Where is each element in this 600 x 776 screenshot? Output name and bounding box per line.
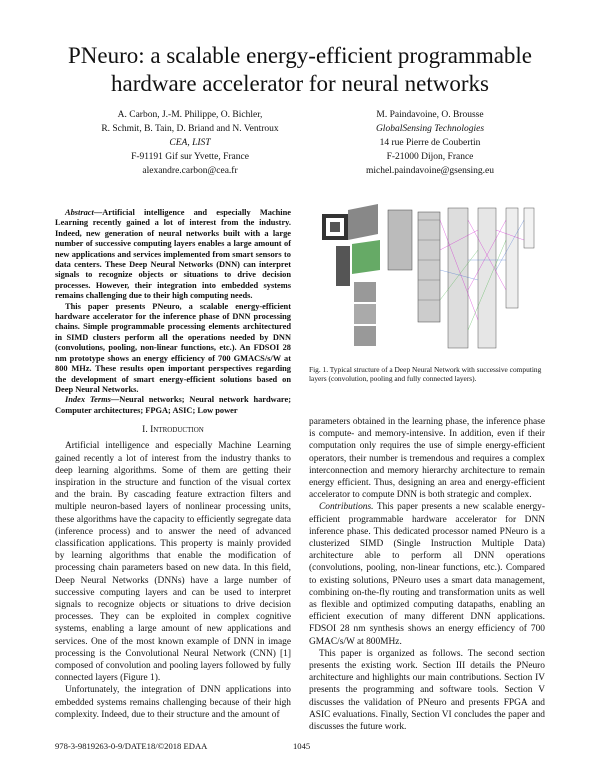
- author-org: CEA, LIST: [169, 138, 211, 148]
- author-email: alexandre.carbon@cea.fr: [142, 166, 238, 176]
- author-address: F-91191 Gif sur Yvette, France: [131, 152, 249, 162]
- fully-connected-layers-icon: [448, 208, 534, 348]
- pooling-stack-icon: [388, 210, 440, 322]
- page-number: 1045: [293, 741, 311, 751]
- author-address-2: F-21000 Dijon, France: [386, 152, 474, 162]
- author-block-right: [316, 108, 544, 178]
- author-address-1: 14 rue Pierre de Coubertin: [379, 138, 481, 148]
- author-org: GlobalSensing Technologies: [375, 124, 485, 134]
- intro-paragraph-1: Artificial intelligence and especially Machine Learning gained recently a lot of interest from the industry thanks to deep learning algorithms. Some of them are getting their inspiration in the structure and function of the visual cortex and the brain. By cascading feature extraction filters and multiple neuron-based layers of nonlinear processing units, these algorithms have the capacity to efficiently segregate data (inference process) and to answer the need of advanced classification applications. This property is mainly provided by learning algorithms that enable the modification of processing chain parameters based on new data. In this field, Deep Neural Networks (DNNs) have a large number of successive computing layers and can be used to interpret signals to recognize objects or situations to drive decision processes. They can be exploited in complex cognitive systems, enabling a large amount of new applications and services. One of the most known example of DNN in image processing is the Convolutional Neural Network (CNN) [1] composed of convolution and pooling layers followed by fully connected layers (Figure 1).: [55, 441, 291, 684]
- abstract-label: Abstract: [65, 208, 94, 217]
- section-heading-introduction: I. Introduction: [142, 425, 204, 436]
- paper-title: [0, 42, 600, 98]
- right-paragraph-3: This paper is organized as follows. The second section presents the existing work. Section III details the PNeuro architecture and highlights our main contributions. Section IV presents the programming and software tools. Section V discusses the validation of PNeuro and presents FPGA and ASIC evaluations. Finally, Section VI concludes the paper and discusses the future work.: [309, 648, 545, 733]
- author-names-1: A. Carbon, J.-M. Philippe, O. Bichler,: [117, 110, 263, 120]
- title-line-2: hardware accelerator for neural networks: [110, 71, 489, 96]
- abstract: [55, 208, 291, 416]
- input-image-icon: [322, 214, 348, 240]
- right-paragraph-1: parameters obtained in the learning phase, the inference phase is compute- and memory-intensive. In addition, even if their computation only requires the use of simple energy-efficient operators, their number is tremendous and requires a complex interconnection and memory hierarchy architecture to remain energy efficient. Thus, designing an area and energy-efficient accelerator to compute DNN is both strategic and complex.: [309, 417, 545, 501]
- left-column: [55, 208, 291, 721]
- footer-isbn: 978-3-9819263-0-9/DATE18/©2018 EDAA: [55, 741, 208, 751]
- dnn-diagram: [318, 200, 542, 360]
- introduction-body: [55, 440, 291, 721]
- right-paragraph-2: [309, 501, 545, 647]
- contributions-label: Contributions.: [319, 502, 374, 513]
- index-terms-text: —Neural networks; Neural network hardware; Computer architectures; FPGA; ASIC; Low power: [55, 395, 291, 415]
- author-names: M. Paindavoine, O. Brousse: [376, 110, 484, 120]
- author-block-left: [55, 108, 325, 178]
- index-terms-label: Index Terms: [65, 395, 111, 405]
- index-terms: [55, 395, 291, 416]
- abstract-text-1: —Artificial intelligence and especially Machine Learning recently gained a lot of interest from the industry. Indeed, new generation of neural networks built with a large number of successive computing layers enables a large amount of new applications and services implemented from smart sensors to data centers. These Deep Neural Networks (DNN) can interpret signals to recognize objects or situations to drive decision processes. However, their integration into embedded systems remains challenging due to their high computing needs.: [55, 208, 291, 301]
- author-names-2: R. Schmit, B. Tain, D. Briand and N. Ventroux: [101, 124, 279, 134]
- right-column: [309, 416, 545, 733]
- abstract-paragraph-2: This paper presents PNeuro, a scalable energy-efficient hardware accelerator for the inference phase of DNN processing chains. Simple programmable processing elements architectured in SIMD clusters perform all the operations needed by DNN (convolutions, pooling, non-linear functions, etc.). An FDSOI 28 nm prototype shows an energy efficiency of 700 GMACS/s/W at 800 MHz. These results open important perspectives regarding the development of smart energy-efficient solutions based on Deep Neural Networks.: [55, 301, 291, 394]
- abstract-paragraph-1: [55, 208, 291, 302]
- feature-maps-icon: [354, 282, 376, 346]
- intro-paragraph-2: Unfortunately, the integration of DNN applications into embedded systems remains challenging because of their high complexity. Indeed, due to their structure and the amount of: [55, 685, 291, 720]
- author-email: michel.paindavoine@gsensing.eu: [366, 166, 494, 176]
- contributions-text: This paper presents a new scalable energy-efficient programmable hardware accelerator for DNN inference phase. This dedicated processor named PNeuro is a clusterized SIMD (Single Instruction Multiple Data) architecture able to perform all DNN operations (convolutions, pooling, non-linear functions, etc.). Compared to existing solutions, PNeuro uses a smart data management, combining on-the-fly routing and transformation units as well as flexible and optimized computing datapaths, enabling an efficient execution of many different DNN applications. FDSOI 28 nm synthesis shows an energy efficiency of 700 GMAC/s/W at 800MHz.: [309, 502, 545, 647]
- right-body: [309, 416, 545, 733]
- figure-caption: Fig. 1. Typical structure of a Deep Neural Network with successive computing layers (convolution, pooling and fully connected layers).: [309, 365, 542, 384]
- title-line-1: PNeuro: a scalable energy-efficient programmable: [67, 43, 533, 68]
- dnn-structure-figure: [318, 200, 542, 360]
